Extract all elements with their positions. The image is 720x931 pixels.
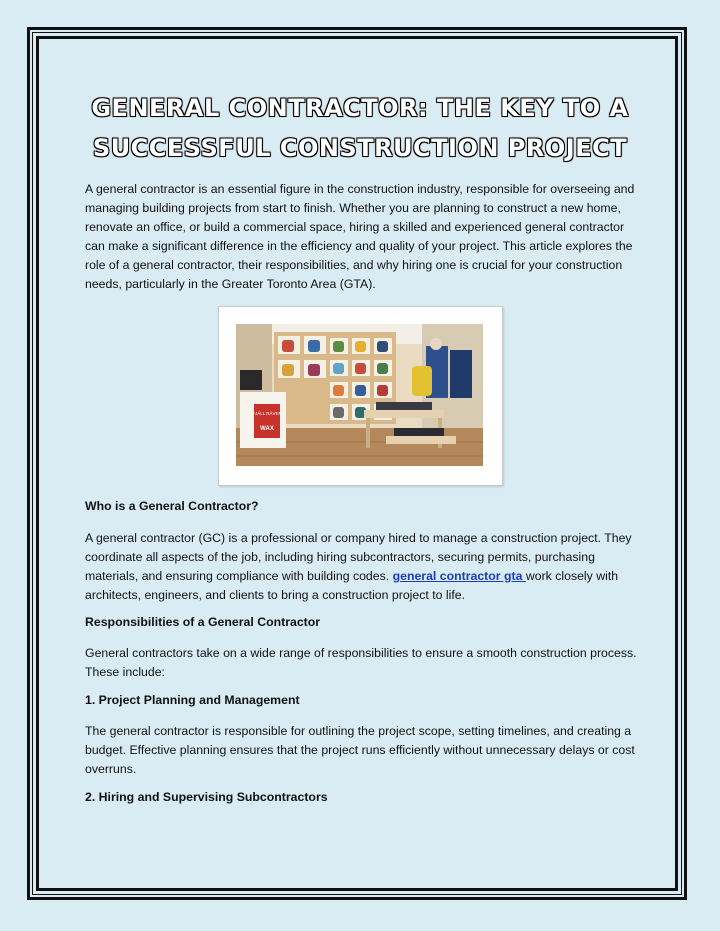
project-planning-paragraph: The general contractor is responsible for outlining the project scope, setting timelines, and creating a budget. Effective planning ensures that the project runs efficiently without unnecessary delays or cost overruns. bbox=[85, 724, 635, 776]
store-interior-image bbox=[236, 324, 483, 466]
heading-hiring-subcontractors: 2. Hiring and Supervising Subcontractors bbox=[85, 790, 328, 804]
title-line-2: SUCCESSFUL CONSTRUCTION PROJECT bbox=[92, 134, 628, 162]
title-line-1: GENERAL CONTRACTOR: THE KEY TO A bbox=[91, 94, 629, 122]
general-contractor-gta-link[interactable]: general contractor gta bbox=[392, 569, 526, 583]
store-photo-illustration bbox=[236, 324, 483, 466]
who-text-before: A general contractor (GC) is a professional or company hired to manage a construction project. They coordinate all aspects of the job, including hiring subcontractors, securing permits, purchasing materials, and ensuring compliance with building codes. bbox=[85, 531, 632, 583]
heading-project-planning: 1. Project Planning and Management bbox=[85, 693, 300, 707]
intro-paragraph: A general contractor is an essential figure in the construction industry, responsible for overseeing and managing building projects from start to finish. Whether you are planning to construct a new home, renovate an office, or build a commercial space, hiring a skilled and experienced general contractor can make a significant difference in the efficiency and quality of your project. This article explores the role of a general contractor, their responsibilities, and why hiring one is crucial for your construction needs, particularly in the Greater Toronto Area (GTA). bbox=[85, 182, 635, 291]
document-title bbox=[60, 88, 660, 168]
heading-responsibilities: Responsibilities of a General Contractor bbox=[85, 615, 321, 629]
who-paragraph bbox=[85, 529, 645, 605]
who-text-after: work closely with architects, engineers, and clients to bring a construction project to life. bbox=[85, 569, 619, 602]
responsibilities-paragraph: General contractors take on a wide range of responsibilities to ensure a smooth construction process. These include: bbox=[85, 646, 637, 679]
heading-who-is: Who is a General Contractor? bbox=[85, 499, 259, 513]
sign-text: FJÄLL RÄVEN bbox=[252, 411, 282, 416]
sign-text-2: WAX bbox=[260, 426, 274, 432]
